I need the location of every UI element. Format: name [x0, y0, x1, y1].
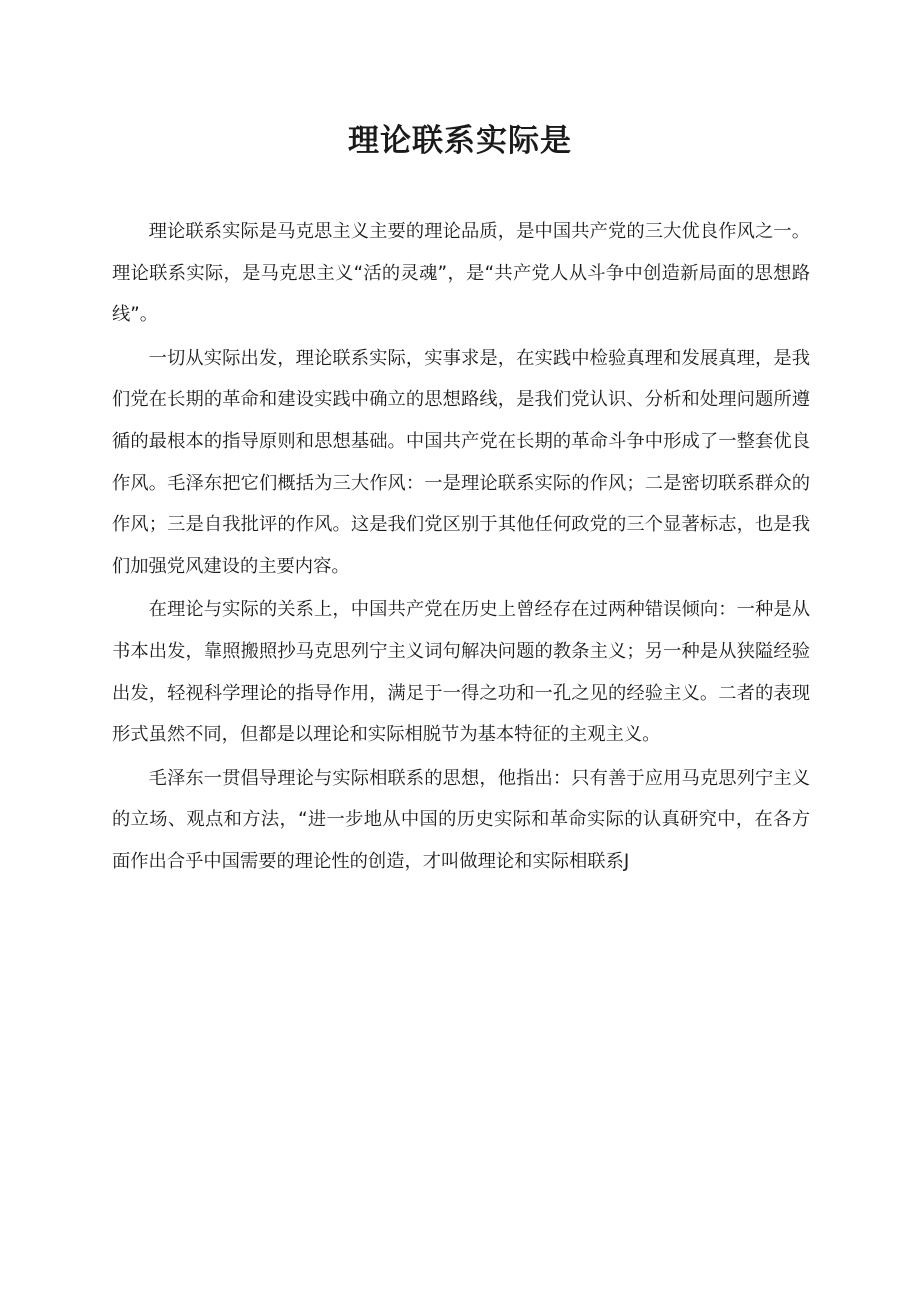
paragraph-2: 一切从实际出发，理论联系实际，实事求是，在实践中检验真理和发展真理，是我们党在长期的革命和建设实践中确立的思想路线，是我们党认识、分析和处理问题所遵循的最根本的指导原则和思想基础。中国共产党在长期的革命斗争中形成了一整套优良作风。毛泽东把它们概括为三大作风：一是理论联系实际的作风；二是密切联系群众的作风；三是自我批评的作风。这是我们党区别于其他任何政党的三个显著标志，也是我们加强党风建设的主要内容。: [112, 347, 810, 577]
paragraph-1: 理论联系实际是马克思主义主要的理论品质，是中国共产党的三大优良作风之一。理论联系实际，是马克思主义“活的灵魂”，是“共产党人从斗争中创造新局面的思想路线”。: [112, 221, 810, 326]
document-body: [112, 211, 810, 885]
paragraph-4: 毛泽东一贯倡导理论与实际相联系的思想，他指出：只有善于应用马克思列宁主义的立场、观点和方法，“进一步地从中国的历史实际和革命实际的认真研究中，在各方面作出合乎中国需要的理论性的创造，才叫做理论和实际相联系J: [112, 767, 810, 872]
document-title: 理论联系实际是: [348, 123, 572, 159]
paragraph-3: 在理论与实际的关系上，中国共产党在历史上曾经存在过两种错误倾向：一种是从书本出发，靠照搬照抄马克思列宁主义词句解决问题的教条主义；另一种是从狭隘经验出发，轻视科学理论的指导作用，满足于一得之功和一孔之见的经验主义。二者的表现形式虽然不同，但都是以理论和实际相脱节为基本特征的主观主义。: [112, 599, 810, 746]
